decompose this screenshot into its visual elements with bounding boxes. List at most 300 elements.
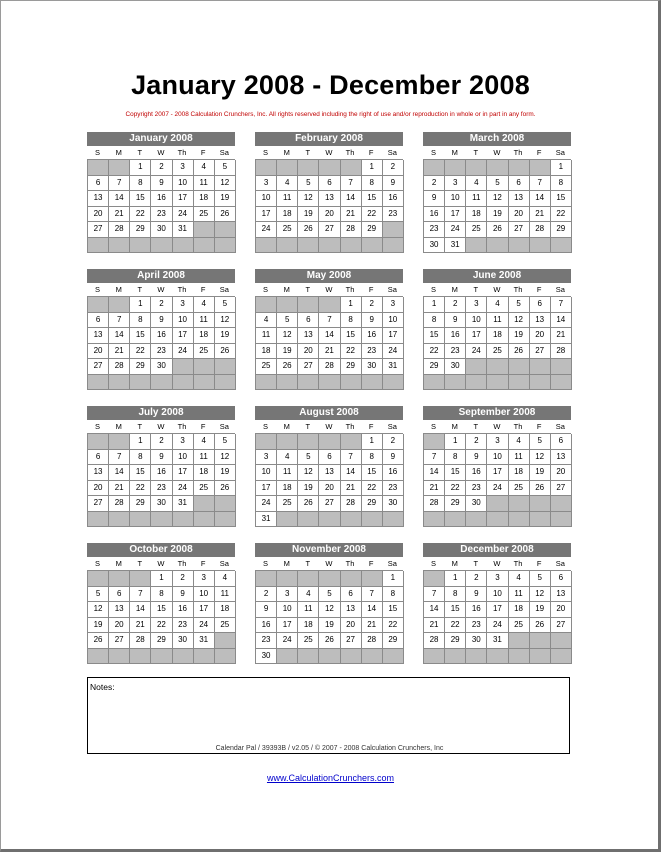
day-cell[interactable]: 16 [466,602,487,618]
day-cell[interactable]: 3 [256,450,277,466]
day-cell[interactable]: 25 [509,481,530,497]
day-cell[interactable]: 8 [130,176,151,192]
day-cell[interactable]: 3 [173,160,194,176]
day-cell[interactable]: 27 [509,222,530,238]
day-cell[interactable]: 5 [215,160,236,176]
day-cell[interactable]: 6 [319,450,340,466]
day-cell[interactable]: 25 [215,618,236,634]
day-cell[interactable]: 20 [509,207,530,223]
day-cell[interactable]: 9 [383,176,404,192]
day-cell[interactable]: 28 [109,496,130,512]
day-cell[interactable]: 19 [298,481,319,497]
day-cell[interactable]: 30 [445,359,466,375]
day-cell[interactable]: 15 [362,191,383,207]
day-cell[interactable]: 28 [319,359,340,375]
day-cell[interactable]: 17 [445,207,466,223]
day-cell[interactable]: 25 [277,222,298,238]
day-cell[interactable]: 12 [298,191,319,207]
day-cell[interactable]: 29 [445,496,466,512]
day-cell[interactable]: 6 [319,176,340,192]
day-cell[interactable]: 5 [277,313,298,329]
day-cell[interactable]: 4 [509,571,530,587]
day-cell[interactable]: 19 [319,618,340,634]
day-cell[interactable]: 6 [530,297,551,313]
day-cell[interactable]: 29 [362,496,383,512]
day-cell[interactable]: 29 [130,359,151,375]
day-cell[interactable]: 11 [277,191,298,207]
day-cell[interactable]: 21 [341,481,362,497]
day-cell[interactable]: 29 [424,359,445,375]
day-cell[interactable]: 15 [424,328,445,344]
day-cell[interactable]: 13 [551,450,572,466]
day-cell[interactable]: 3 [445,176,466,192]
day-cell[interactable]: 9 [173,587,194,603]
day-cell[interactable]: 26 [298,496,319,512]
day-cell[interactable]: 27 [551,481,572,497]
day-cell[interactable]: 17 [256,207,277,223]
day-cell[interactable]: 18 [215,602,236,618]
day-cell[interactable]: 6 [551,434,572,450]
day-cell[interactable]: 14 [109,465,130,481]
day-cell[interactable]: 14 [424,602,445,618]
day-cell[interactable]: 2 [173,571,194,587]
day-cell[interactable]: 7 [424,587,445,603]
day-cell[interactable]: 20 [88,481,109,497]
day-cell[interactable]: 16 [173,602,194,618]
day-cell[interactable]: 6 [88,176,109,192]
day-cell[interactable]: 4 [509,434,530,450]
day-cell[interactable]: 16 [151,191,172,207]
day-cell[interactable]: 19 [298,207,319,223]
day-cell[interactable]: 10 [173,176,194,192]
day-cell[interactable]: 22 [424,344,445,360]
day-cell[interactable]: 11 [466,191,487,207]
day-cell[interactable]: 5 [215,297,236,313]
day-cell[interactable]: 16 [362,328,383,344]
day-cell[interactable]: 24 [277,633,298,649]
day-cell[interactable]: 23 [466,618,487,634]
day-cell[interactable]: 1 [130,434,151,450]
day-cell[interactable]: 3 [173,434,194,450]
day-cell[interactable]: 21 [109,344,130,360]
day-cell[interactable]: 2 [256,587,277,603]
day-cell[interactable]: 20 [319,207,340,223]
day-cell[interactable]: 4 [277,176,298,192]
day-cell[interactable]: 26 [509,344,530,360]
day-cell[interactable]: 12 [215,450,236,466]
day-cell[interactable]: 19 [530,602,551,618]
day-cell[interactable]: 14 [109,328,130,344]
day-cell[interactable]: 19 [277,344,298,360]
day-cell[interactable]: 25 [194,344,215,360]
day-cell[interactable]: 23 [383,207,404,223]
day-cell[interactable]: 24 [256,496,277,512]
day-cell[interactable]: 5 [530,571,551,587]
day-cell[interactable]: 30 [151,222,172,238]
day-cell[interactable]: 7 [109,176,130,192]
day-cell[interactable]: 30 [424,238,445,254]
day-cell[interactable]: 13 [319,191,340,207]
day-cell[interactable]: 28 [530,222,551,238]
day-cell[interactable]: 12 [530,450,551,466]
day-cell[interactable]: 29 [341,359,362,375]
day-cell[interactable]: 11 [509,587,530,603]
day-cell[interactable]: 25 [194,481,215,497]
day-cell[interactable]: 24 [256,222,277,238]
day-cell[interactable]: 16 [383,191,404,207]
day-cell[interactable]: 14 [130,602,151,618]
day-cell[interactable]: 4 [194,297,215,313]
day-cell[interactable]: 10 [256,191,277,207]
day-cell[interactable]: 10 [487,587,508,603]
day-cell[interactable]: 27 [551,618,572,634]
day-cell[interactable]: 27 [88,496,109,512]
day-cell[interactable]: 17 [173,328,194,344]
day-cell[interactable]: 11 [194,176,215,192]
day-cell[interactable]: 26 [88,633,109,649]
day-cell[interactable]: 23 [151,481,172,497]
day-cell[interactable]: 17 [383,328,404,344]
day-cell[interactable]: 26 [215,207,236,223]
day-cell[interactable]: 7 [341,450,362,466]
day-cell[interactable]: 13 [509,191,530,207]
day-cell[interactable]: 1 [151,571,172,587]
day-cell[interactable]: 6 [88,313,109,329]
day-cell[interactable]: 2 [445,297,466,313]
day-cell[interactable]: 8 [424,313,445,329]
day-cell[interactable]: 12 [319,602,340,618]
day-cell[interactable]: 19 [530,465,551,481]
day-cell[interactable]: 13 [88,328,109,344]
day-cell[interactable]: 20 [341,618,362,634]
day-cell[interactable]: 1 [424,297,445,313]
day-cell[interactable]: 23 [151,344,172,360]
day-cell[interactable]: 23 [151,207,172,223]
day-cell[interactable]: 8 [151,587,172,603]
day-cell[interactable]: 23 [424,222,445,238]
day-cell[interactable]: 5 [88,587,109,603]
day-cell[interactable]: 17 [487,465,508,481]
day-cell[interactable]: 19 [487,207,508,223]
day-cell[interactable]: 21 [362,618,383,634]
day-cell[interactable]: 15 [130,465,151,481]
day-cell[interactable]: 23 [173,618,194,634]
day-cell[interactable]: 25 [509,618,530,634]
day-cell[interactable]: 27 [109,633,130,649]
day-cell[interactable]: 29 [445,633,466,649]
day-cell[interactable]: 5 [298,176,319,192]
day-cell[interactable]: 8 [362,450,383,466]
day-cell[interactable]: 25 [298,633,319,649]
day-cell[interactable]: 22 [130,481,151,497]
day-cell[interactable]: 17 [173,465,194,481]
day-cell[interactable]: 28 [130,633,151,649]
day-cell[interactable]: 29 [551,222,572,238]
day-cell[interactable]: 15 [130,328,151,344]
day-cell[interactable]: 15 [445,602,466,618]
day-cell[interactable]: 5 [487,176,508,192]
day-cell[interactable]: 21 [341,207,362,223]
day-cell[interactable]: 7 [319,313,340,329]
day-cell[interactable]: 16 [151,328,172,344]
day-cell[interactable]: 24 [383,344,404,360]
day-cell[interactable]: 30 [151,496,172,512]
day-cell[interactable]: 27 [319,222,340,238]
day-cell[interactable]: 3 [256,176,277,192]
day-cell[interactable]: 2 [362,297,383,313]
day-cell[interactable]: 14 [530,191,551,207]
day-cell[interactable]: 23 [383,481,404,497]
day-cell[interactable]: 16 [383,465,404,481]
day-cell[interactable]: 7 [109,313,130,329]
day-cell[interactable]: 14 [109,191,130,207]
day-cell[interactable]: 24 [173,481,194,497]
day-cell[interactable]: 24 [194,618,215,634]
day-cell[interactable]: 21 [130,618,151,634]
day-cell[interactable]: 1 [362,434,383,450]
day-cell[interactable]: 16 [256,618,277,634]
day-cell[interactable]: 16 [424,207,445,223]
day-cell[interactable]: 6 [341,587,362,603]
day-cell[interactable]: 21 [109,207,130,223]
day-cell[interactable]: 19 [88,618,109,634]
day-cell[interactable]: 15 [362,465,383,481]
day-cell[interactable]: 25 [487,344,508,360]
day-cell[interactable]: 29 [130,222,151,238]
day-cell[interactable]: 8 [383,587,404,603]
day-cell[interactable]: 7 [362,587,383,603]
day-cell[interactable]: 4 [277,450,298,466]
day-cell[interactable]: 13 [109,602,130,618]
day-cell[interactable]: 10 [256,465,277,481]
day-cell[interactable]: 26 [215,344,236,360]
day-cell[interactable]: 6 [88,450,109,466]
day-cell[interactable]: 22 [551,207,572,223]
day-cell[interactable]: 8 [445,450,466,466]
day-cell[interactable]: 5 [215,434,236,450]
day-cell[interactable]: 26 [215,481,236,497]
day-cell[interactable]: 3 [383,297,404,313]
day-cell[interactable]: 22 [151,618,172,634]
day-cell[interactable]: 1 [341,297,362,313]
day-cell[interactable]: 26 [277,359,298,375]
day-cell[interactable]: 11 [298,602,319,618]
day-cell[interactable]: 2 [466,571,487,587]
day-cell[interactable]: 16 [151,465,172,481]
day-cell[interactable]: 11 [194,313,215,329]
day-cell[interactable]: 4 [256,313,277,329]
day-cell[interactable]: 10 [173,450,194,466]
day-cell[interactable]: 5 [509,297,530,313]
day-cell[interactable]: 26 [319,633,340,649]
day-cell[interactable]: 18 [509,465,530,481]
day-cell[interactable]: 17 [256,481,277,497]
day-cell[interactable]: 12 [215,176,236,192]
day-cell[interactable]: 22 [130,207,151,223]
day-cell[interactable]: 9 [362,313,383,329]
day-cell[interactable]: 30 [383,496,404,512]
day-cell[interactable]: 16 [445,328,466,344]
day-cell[interactable]: 24 [173,207,194,223]
day-cell[interactable]: 7 [424,450,445,466]
day-cell[interactable]: 11 [487,313,508,329]
day-cell[interactable]: 23 [445,344,466,360]
day-cell[interactable]: 20 [551,602,572,618]
day-cell[interactable]: 2 [151,160,172,176]
day-cell[interactable]: 5 [530,434,551,450]
day-cell[interactable]: 14 [341,465,362,481]
day-cell[interactable]: 25 [256,359,277,375]
day-cell[interactable]: 9 [466,450,487,466]
day-cell[interactable]: 4 [215,571,236,587]
day-cell[interactable]: 22 [130,344,151,360]
day-cell[interactable]: 21 [424,481,445,497]
day-cell[interactable]: 19 [215,191,236,207]
day-cell[interactable]: 29 [151,633,172,649]
day-cell[interactable]: 9 [445,313,466,329]
day-cell[interactable]: 15 [151,602,172,618]
day-cell[interactable]: 2 [383,160,404,176]
day-cell[interactable]: 13 [319,465,340,481]
day-cell[interactable]: 8 [130,313,151,329]
day-cell[interactable]: 25 [194,207,215,223]
day-cell[interactable]: 11 [215,587,236,603]
day-cell[interactable]: 30 [466,633,487,649]
day-cell[interactable]: 26 [487,222,508,238]
site-link[interactable]: www.CalculationCrunchers.com [266,773,395,783]
day-cell[interactable]: 17 [173,191,194,207]
day-cell[interactable]: 18 [487,328,508,344]
day-cell[interactable]: 1 [551,160,572,176]
day-cell[interactable]: 28 [551,344,572,360]
day-cell[interactable]: 10 [173,313,194,329]
day-cell[interactable]: 7 [109,450,130,466]
day-cell[interactable]: 24 [445,222,466,238]
day-cell[interactable]: 15 [383,602,404,618]
day-cell[interactable]: 18 [194,191,215,207]
day-cell[interactable]: 4 [487,297,508,313]
day-cell[interactable]: 14 [551,313,572,329]
day-cell[interactable]: 18 [194,328,215,344]
day-cell[interactable]: 9 [151,313,172,329]
day-cell[interactable]: 24 [173,344,194,360]
day-cell[interactable]: 27 [88,222,109,238]
day-cell[interactable]: 10 [445,191,466,207]
day-cell[interactable]: 26 [298,222,319,238]
day-cell[interactable]: 19 [215,465,236,481]
day-cell[interactable]: 18 [277,207,298,223]
day-cell[interactable]: 25 [466,222,487,238]
day-cell[interactable]: 12 [509,313,530,329]
day-cell[interactable]: 30 [256,649,277,665]
day-cell[interactable]: 31 [173,222,194,238]
day-cell[interactable]: 30 [362,359,383,375]
day-cell[interactable]: 17 [466,328,487,344]
day-cell[interactable]: 18 [466,207,487,223]
day-cell[interactable]: 3 [487,571,508,587]
day-cell[interactable]: 2 [151,434,172,450]
day-cell[interactable]: 17 [277,618,298,634]
day-cell[interactable]: 11 [509,450,530,466]
day-cell[interactable]: 10 [383,313,404,329]
day-cell[interactable]: 23 [362,344,383,360]
day-cell[interactable]: 22 [362,207,383,223]
day-cell[interactable]: 7 [341,176,362,192]
day-cell[interactable]: 1 [383,571,404,587]
day-cell[interactable]: 5 [319,587,340,603]
day-cell[interactable]: 4 [298,587,319,603]
day-cell[interactable]: 20 [109,618,130,634]
day-cell[interactable]: 31 [256,512,277,528]
day-cell[interactable]: 21 [530,207,551,223]
day-cell[interactable]: 15 [551,191,572,207]
day-cell[interactable]: 2 [466,434,487,450]
day-cell[interactable]: 15 [341,328,362,344]
day-cell[interactable]: 31 [194,633,215,649]
day-cell[interactable]: 29 [362,222,383,238]
day-cell[interactable]: 30 [173,633,194,649]
day-cell[interactable]: 4 [194,160,215,176]
day-cell[interactable]: 18 [277,481,298,497]
day-cell[interactable]: 2 [383,434,404,450]
day-cell[interactable]: 3 [487,434,508,450]
day-cell[interactable]: 21 [109,481,130,497]
day-cell[interactable]: 28 [341,222,362,238]
day-cell[interactable]: 9 [151,176,172,192]
day-cell[interactable]: 1 [130,297,151,313]
day-cell[interactable]: 5 [298,450,319,466]
day-cell[interactable]: 29 [130,496,151,512]
day-cell[interactable]: 9 [151,450,172,466]
day-cell[interactable]: 7 [130,587,151,603]
day-cell[interactable]: 1 [130,160,151,176]
day-cell[interactable]: 13 [530,313,551,329]
day-cell[interactable]: 23 [256,633,277,649]
day-cell[interactable]: 20 [88,344,109,360]
day-cell[interactable]: 28 [341,496,362,512]
day-cell[interactable]: 18 [194,465,215,481]
day-cell[interactable]: 9 [383,450,404,466]
day-cell[interactable]: 6 [109,587,130,603]
day-cell[interactable]: 27 [341,633,362,649]
day-cell[interactable]: 11 [277,465,298,481]
day-cell[interactable]: 28 [424,633,445,649]
day-cell[interactable]: 28 [109,222,130,238]
day-cell[interactable]: 14 [341,191,362,207]
day-cell[interactable]: 12 [298,465,319,481]
day-cell[interactable]: 15 [130,191,151,207]
day-cell[interactable]: 10 [194,587,215,603]
day-cell[interactable]: 9 [256,602,277,618]
day-cell[interactable]: 2 [151,297,172,313]
day-cell[interactable]: 4 [194,434,215,450]
day-cell[interactable]: 31 [445,238,466,254]
day-cell[interactable]: 22 [383,618,404,634]
day-cell[interactable]: 10 [277,602,298,618]
day-cell[interactable]: 27 [298,359,319,375]
day-cell[interactable]: 20 [530,328,551,344]
day-cell[interactable]: 30 [466,496,487,512]
day-cell[interactable]: 21 [551,328,572,344]
day-cell[interactable]: 22 [445,481,466,497]
day-cell[interactable]: 13 [88,191,109,207]
day-cell[interactable]: 18 [256,344,277,360]
day-cell[interactable]: 27 [530,344,551,360]
day-cell[interactable]: 13 [551,587,572,603]
day-cell[interactable]: 11 [194,450,215,466]
day-cell[interactable]: 14 [319,328,340,344]
day-cell[interactable]: 20 [319,481,340,497]
